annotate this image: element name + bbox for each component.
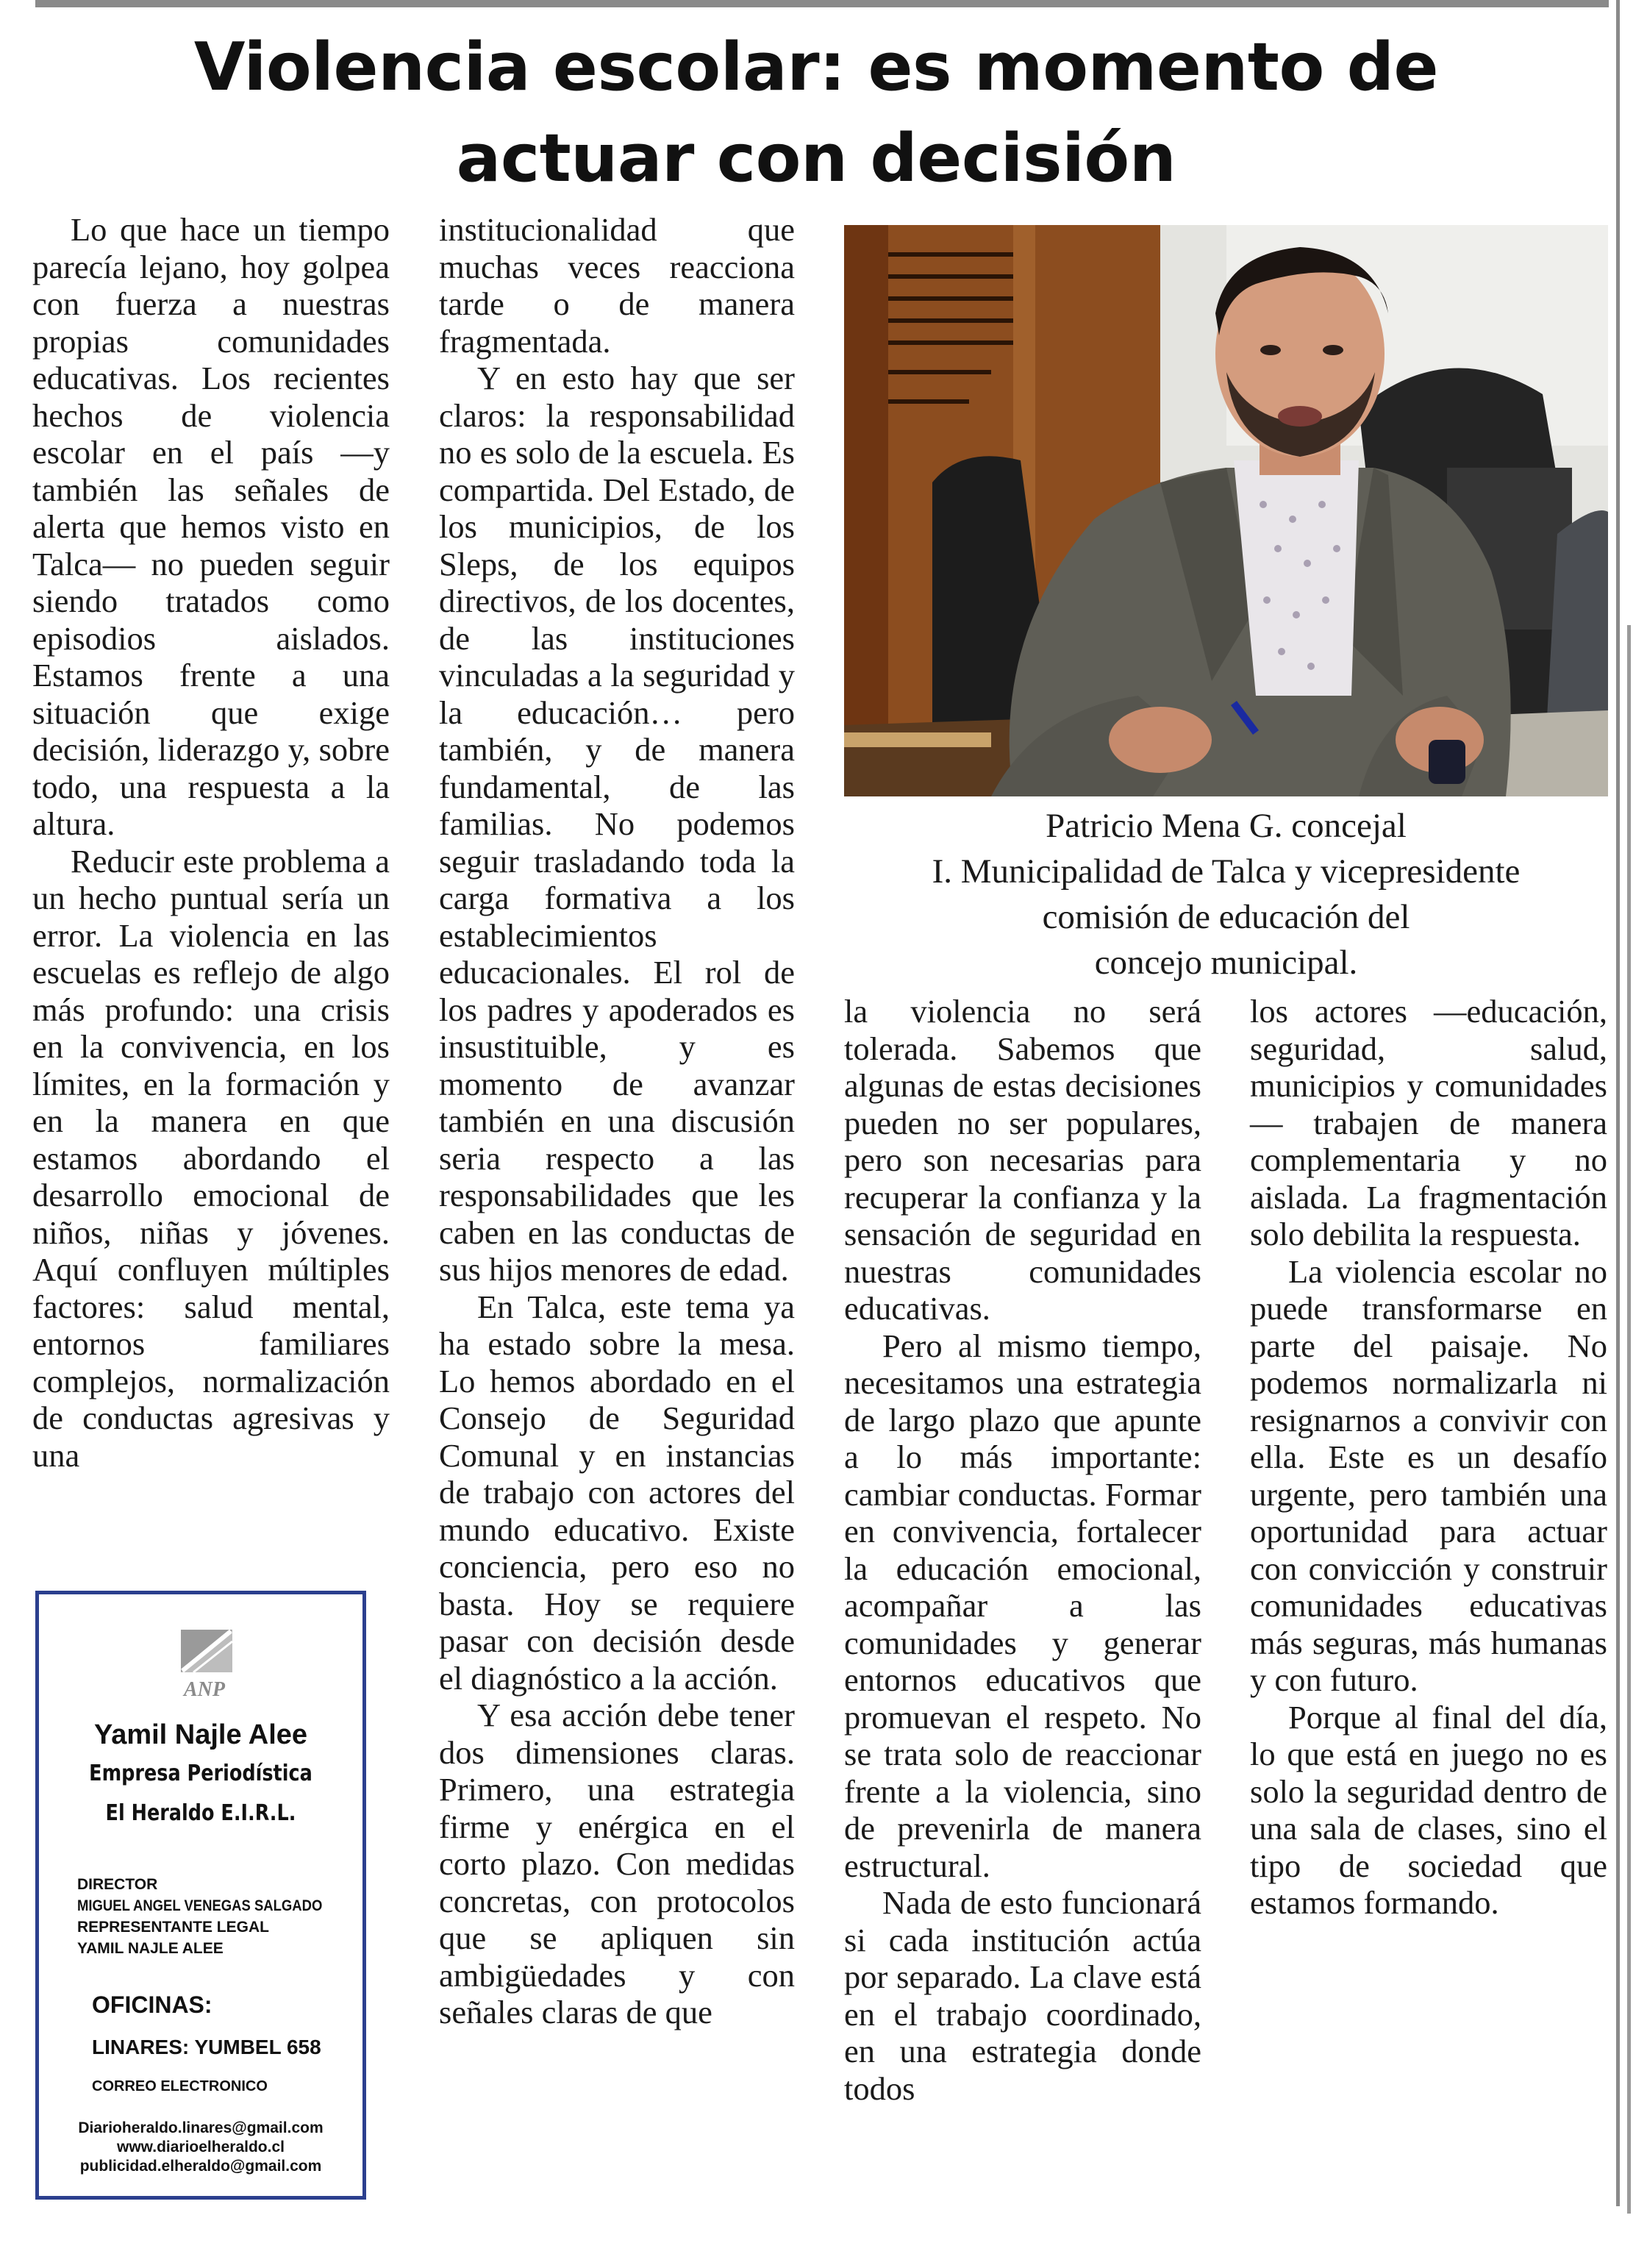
paragraph: La violencia escolar no puede transformarse en parte del paisaje. No podemos normalizarla ni resignarnos a convivir con ella. Este es un desafío urgente, pero también una oportunidad para actuar con convicción y construir comunidades educativas más seguras, más humanas y con futuro. <box>1250 1252 1607 1698</box>
paragraph: Y en esto hay que ser claros: la responsabilidad no es solo de la escuela. Es compartida. Del Estado, de los municipios, de los Sleps, de los equipos directivos, de los docentes, de las instituciones vinculadas a la seguridad y la educación… pero también, y de manera fundamental, de las familias. No podemos seguir trasladando toda la carga formativa a los establecimientos educacionales. El rol de los padres y apoderados es insustituible, y es momento de avanzar también en una discusión seria respecto a las responsabilidades que les caben en las conductas de sus hijos menores de edad. <box>439 360 795 1288</box>
paragraph: Reducir este problema a un hecho puntual sería un error. La violencia en las escuelas es reflejo de algo más profundo: una crisis en la convivencia, en los límites, en la formación y en la manera en que estamos abordando el desarrollo emocional de niños, niñas y jóvenes. Aquí confluyen múltiples factores: salud mental, entornos familiares complejos, normalización de conductas agresivas y una <box>32 842 390 1474</box>
svg-text:ANP: ANP <box>184 1678 225 1701</box>
paragraph: En Talca, este tema ya ha estado sobre la mesa. Lo hemos abordado en el Consejo de Seguridad Comunal y en instancias de trabajo con actores del mundo educativo. Existe conciencia, pero eso no basta. Hoy se requiere pasar con decisión desde el diagnóstico a la acción. <box>439 1288 795 1697</box>
caption-line-1: Patricio Mena G. concejal <box>1046 807 1407 845</box>
paragraph: Lo que hace un tiempo parecía lejano, hoy golpea con fuerza a nuestras propias comunidades educativas. Los recientes hechos de violencia escolar en el país —y también las señales de alerta que hemos visto en Talca— no pueden seguir siendo tratados como episodios aislados. Estamos frente a una situación que exige decisión, liderazgo y, sobre todo, una respuesta a la altura. <box>32 211 390 842</box>
caption-line-2: I. Municipalidad de Talca y vicepresidente <box>932 852 1521 891</box>
right-rule-inner <box>1627 625 1631 2214</box>
caption-line-4: concejo municipal. <box>1094 944 1358 982</box>
right-rule <box>1616 0 1620 2206</box>
paragraph: los actores —educación, seguridad, salud, municipios y comunidades— trabajen de manera complementaria y no aislada. La fragmentación solo debilita la respuesta. <box>1250 993 1607 1252</box>
article-column-1 <box>32 211 390 1474</box>
email-label: CORREO ELECTRONICO <box>92 2078 268 2094</box>
director-label: DIRECTOR <box>77 1876 158 1893</box>
top-rule <box>35 0 1609 7</box>
offices-label: OFICINAS: <box>92 1991 212 2018</box>
ads-email-link[interactable]: publicidad.elheraldo@gmail.com <box>79 2158 322 2175</box>
legal-name: YAMIL NAJLE ALEE <box>77 1940 224 1957</box>
paragraph: la violencia no será tolerada. Sabemos que algunas de estas decisiones pueden no ser populares, pero son necesarias para recuperar la confianza y la sensación de seguridad en nuestras comunidades educativas. <box>844 993 1201 1327</box>
author-photo <box>844 225 1608 796</box>
director-name: MIGUEL ANGEL VENEGAS SALGADO <box>77 1897 323 1914</box>
owner-name: Yamil Najle Alee <box>93 1719 308 1750</box>
legal-label: REPRESENTANTE LEGAL <box>77 1919 269 1936</box>
paragraph: Pero al mismo tiempo, necesitamos una estrategia de largo plazo que apunte a lo más importante: cambiar conductas. Formar en convivencia, fortalecer la educación emocional, acompañar a las comunidades y generar entornos educativos que promuevan el respeto. No se trata solo de reaccionar frente a la violencia, sino de prevenirla de manera estructural. <box>844 1327 1201 1884</box>
headline-line-1: Violencia escolar: es momento de <box>193 29 1439 106</box>
paragraph: Nada de esto funcionará si cada institución actúa por separado. La clave está en el trabajo coordinado, en una estrategia donde todos <box>844 1884 1201 2107</box>
caption-line-3: comisión de educación del <box>1042 898 1410 936</box>
article-column-3 <box>844 993 1201 2107</box>
website-link[interactable]: www.diarioelheraldo.cl <box>117 2139 285 2155</box>
company-name: Empresa Periodística <box>89 1761 312 1786</box>
article-column-2 <box>439 211 795 2031</box>
company-name-2: El Heraldo E.I.R.L. <box>105 1800 296 1826</box>
headline <box>29 22 1603 204</box>
paragraph: Porque al final del día, lo que está en juego no es solo la seguridad dentro de una sala de clases, sino el tipo de sociedad que estamos formando. <box>1250 1698 1607 1921</box>
article-column-4 <box>1250 993 1607 1922</box>
offices-address: LINARES: YUMBEL 658 <box>92 2036 321 2058</box>
anp-logo-icon <box>160 1624 249 1705</box>
paragraph: institucionalidad que muchas veces reacciona tarde o de manera fragmentada. <box>439 211 795 360</box>
email-link[interactable]: Diarioheraldo.linares@gmail.com <box>78 2119 324 2136</box>
masthead-box <box>35 1591 366 2200</box>
paragraph: Y esa acción debe tener dos dimensiones claras. Primero, una estrategia firme y enérgica en el corto plazo. Con medidas concretas, con protocolos que se apliquen sin ambigüedades y con señales claras de que <box>439 1697 795 2030</box>
photo-caption <box>844 803 1608 985</box>
headline-line-2: actuar con decisión <box>456 120 1176 197</box>
